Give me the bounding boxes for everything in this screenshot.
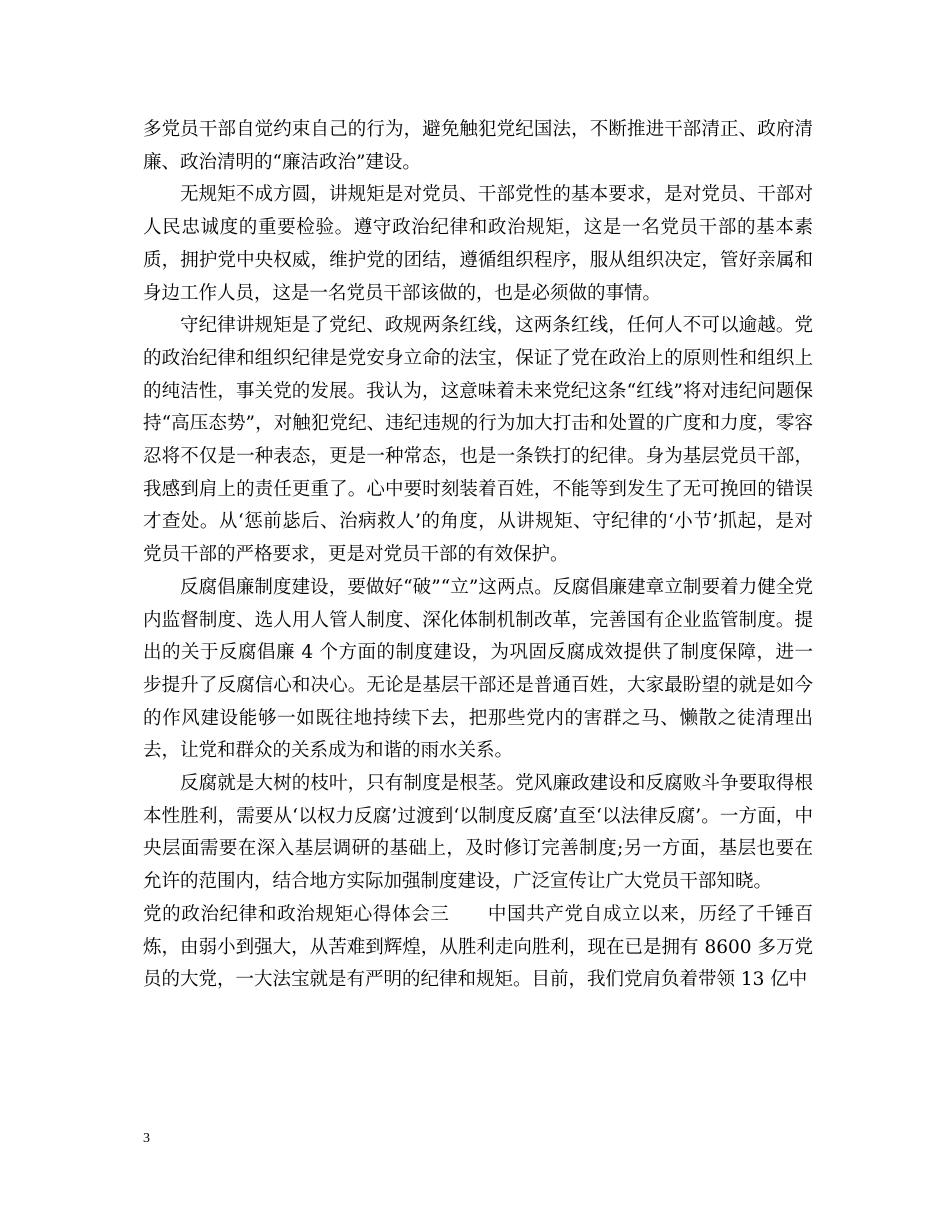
paragraph-4: 反腐倡廉制度建设，要做好“破”“立”这两点。反腐倡廉建章立制要着力健全党内监督制度、选人用人管人制度、深化体制机制改革，完善国有企业监管制度。提出的关于反腐倡廉 4 个方面的制度建设，为巩固反腐成效提供了制度保障，进一步提升了反腐信心和决心。无论是基层干部还是普通百姓，大家最盼望的就是如今的作风建设能够一如既往地持续下去，把那些党内的害群之马、懒散之徒清理出去，让党和群众的关系成为和谐的雨水关系。 — [143, 576, 813, 762]
paragraph-1: 多党员干部自觉约束自己的行为，避免触犯党纪国法，不断推进干部清正、政府清廉、政治清明的“廉洁政治”建设。 — [143, 119, 813, 173]
document-body — [143, 114, 813, 997]
paragraph-5: 反腐就是大树的枝叶，只有制度是根茎。党风廉政建设和反腐败斗争要取得根本性胜利，需要从‘以权力反腐’过渡到‘以制度反腐’直至‘以法律反腐’。一方面，中央层面需要在深入基层调研的基础上，及时修订完善制度;另一方面，基层也要在允许的范围内，结合地方实际加强制度建设，广泛宣传让广大党员干部知晓。 — [143, 773, 813, 893]
paragraph-6: 党的政治纪律和政治规矩心得体会三 中国共产党自成立以来，历经了千锤百炼，由弱小到强大，从苦难到辉煌，从胜利走向胜利，现在已是拥有 8600 多万党员的大党，一大法宝就是有严明的纪律和规矩。目前，我们党肩负着带领 13 亿中 — [143, 903, 813, 991]
paragraph-2: 无规矩不成方圆，讲规矩是对党员、干部党性的基本要求，是对党员、干部对人民忠诚度的重要检验。遵守政治纪律和政治规矩，这是一名党员干部的基本素质，拥护党中央权威，维护党的团结，遵循组织程序，服从组织决定，管好亲属和身边工作人员，这是一名党员干部该做的，也是必须做的事情。 — [143, 184, 813, 304]
page-number: 3 — [143, 1131, 150, 1146]
paragraph-3: 守纪律讲规矩是了党纪、政规两条红线，这两条红线，任何人不可以逾越。党的政治纪律和组织纪律是党安身立命的法宝，保证了党在政治上的原则性和组织上的纯洁性，事关党的发展。我认为，这意味着未来党纪这条“红线”将对违纪问题保持“高压态势”，对触犯党纪、违纪违规的行为加大打击和处置的广度和力度，零容忍将不仅是一种表态，更是一种常态，也是一条铁打的纪律。身为基层党员干部，我感到肩上的责任更重了。心中要时刻装着百姓，不能等到发生了无可挽回的错误才查处。从‘惩前毖后、治病救人’的角度，从讲规矩、守纪律的‘小节’抓起，是对党员干部的严格要求，更是对党员干部的有效保护。 — [143, 315, 813, 566]
